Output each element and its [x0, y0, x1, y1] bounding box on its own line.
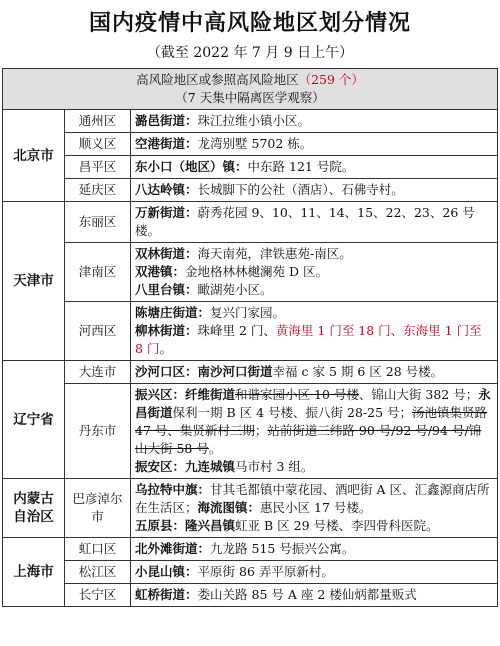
table-row: [3, 202, 498, 243]
risk-area-table: [2, 68, 498, 607]
district-cell: 丹东市: [65, 384, 131, 479]
area-cell: 振兴区：纤维街道和谐家园小区 10 号楼、锦山大街 382 号；永昌街道保利一期 B 区 4 号楼、振八街 28-25 号；汤池镇集贤路 47 号、集贤新村三期；站前街道三纬路 90 号/92 号/94 号/锦山大街 58 号。 振安区：九连城镇马市村 3 组。: [131, 384, 498, 479]
district-cell: 顺义区: [65, 133, 131, 156]
area-cell: 虹桥街道：娄山关路 85 号 A 座 2 楼仙炳都量贩式: [131, 584, 498, 607]
district-cell: 长宁区: [65, 584, 131, 607]
district-cell: 虹口区: [65, 538, 131, 561]
area-cell: 潞邑街道：珠江拉维小镇小区。: [131, 110, 498, 133]
area-cell: 双林街道：海天南苑，津铁惠苑-南区。 双港镇：金地格林林樾澜苑 D 区。 八里台镇：瞰湖苑小区。: [131, 243, 498, 302]
area-cell: 万新街道：蔚秀花园 9、10、11、14、15、22、23、26 号楼。: [131, 202, 498, 243]
header-line2: （7 天集中隔离医学观察）: [175, 90, 325, 105]
area-cell: 北外滩街道：九龙路 515 号振兴公寓。: [131, 538, 498, 561]
table-row: [3, 133, 498, 156]
table-row: [3, 302, 498, 361]
table-row: [3, 584, 498, 607]
header-line1: 高风险地区或参照高风险地区: [136, 72, 299, 87]
removed-area-text: 和谐家园小区 10 号楼: [235, 387, 359, 402]
district-cell: 河西区: [65, 302, 131, 361]
district-cell: 松江区: [65, 561, 131, 584]
area-cell: 沙河口区：南沙河口街道幸福 c 家 5 期 6 区 28 号楼。: [131, 361, 498, 384]
province-liaoning: 辽宁省: [3, 361, 65, 479]
table-header: [3, 69, 498, 110]
table-header-row: [3, 69, 498, 110]
province-inner-mongolia: 内蒙古自治区: [3, 479, 65, 538]
table-row: [3, 361, 498, 384]
table-row: [3, 243, 498, 302]
area-cell: 乌拉特中旗：甘其毛都镇中蒙花园、酒吧街 A 区、汇鑫源商店所在生活区；海流图镇：惠民小区 17 号楼。 五原县：隆兴昌镇虹亚 B 区 29 号楼、李四骨科医院。: [131, 479, 498, 538]
district-cell: 大连市: [65, 361, 131, 384]
district-cell: 巴彦淖尔市: [65, 479, 131, 538]
removed-area-text: 站前街道三纬路 90 号/92 号/94 号/锦山大街 58 号: [135, 423, 482, 456]
table-row: [3, 110, 498, 133]
province-beijing: 北京市: [3, 110, 65, 202]
table-row: [3, 479, 498, 538]
area-cell: 八达岭镇：长城脚下的公社（酒店）、石佛寺村。: [131, 179, 498, 202]
header-count: （259 个）: [298, 72, 364, 87]
table-row: [3, 561, 498, 584]
district-cell: 津南区: [65, 243, 131, 302]
province-shanghai: 上海市: [3, 538, 65, 607]
table-row: [3, 384, 498, 479]
district-cell: 昌平区: [65, 156, 131, 179]
table-row: [3, 538, 498, 561]
province-tianjin: 天津市: [3, 202, 65, 361]
table-row: [3, 179, 498, 202]
district-cell: 通州区: [65, 110, 131, 133]
new-area-text: 黄海里 1 门至 18 门、东海里 1 门至 8 门: [135, 323, 482, 356]
area-cell: 空港街道：龙湾别墅 5702 栋。: [131, 133, 498, 156]
table-row: [3, 156, 498, 179]
area-cell: 陈塘庄街道：复兴门家园。 柳林街道：珠峰里 2 门、黄海里 1 门至 18 门、东海里 1 门至 8 门。: [131, 302, 498, 361]
page-subtitle: （截至 2022 年 7 月 9 日上午）: [146, 45, 354, 61]
area-cell: 东小口（地区）镇：中东路 121 号院。: [131, 156, 498, 179]
removed-area-text: 汤池镇集贤路 47 号、集贤新村三期: [135, 405, 488, 438]
district-cell: 东丽区: [65, 202, 131, 243]
district-cell: 延庆区: [65, 179, 131, 202]
area-cell: 小昆山镇：平原街 86 弄平原新村。: [131, 561, 498, 584]
page-title: 国内疫情中高风险地区划分情况: [88, 11, 411, 36]
